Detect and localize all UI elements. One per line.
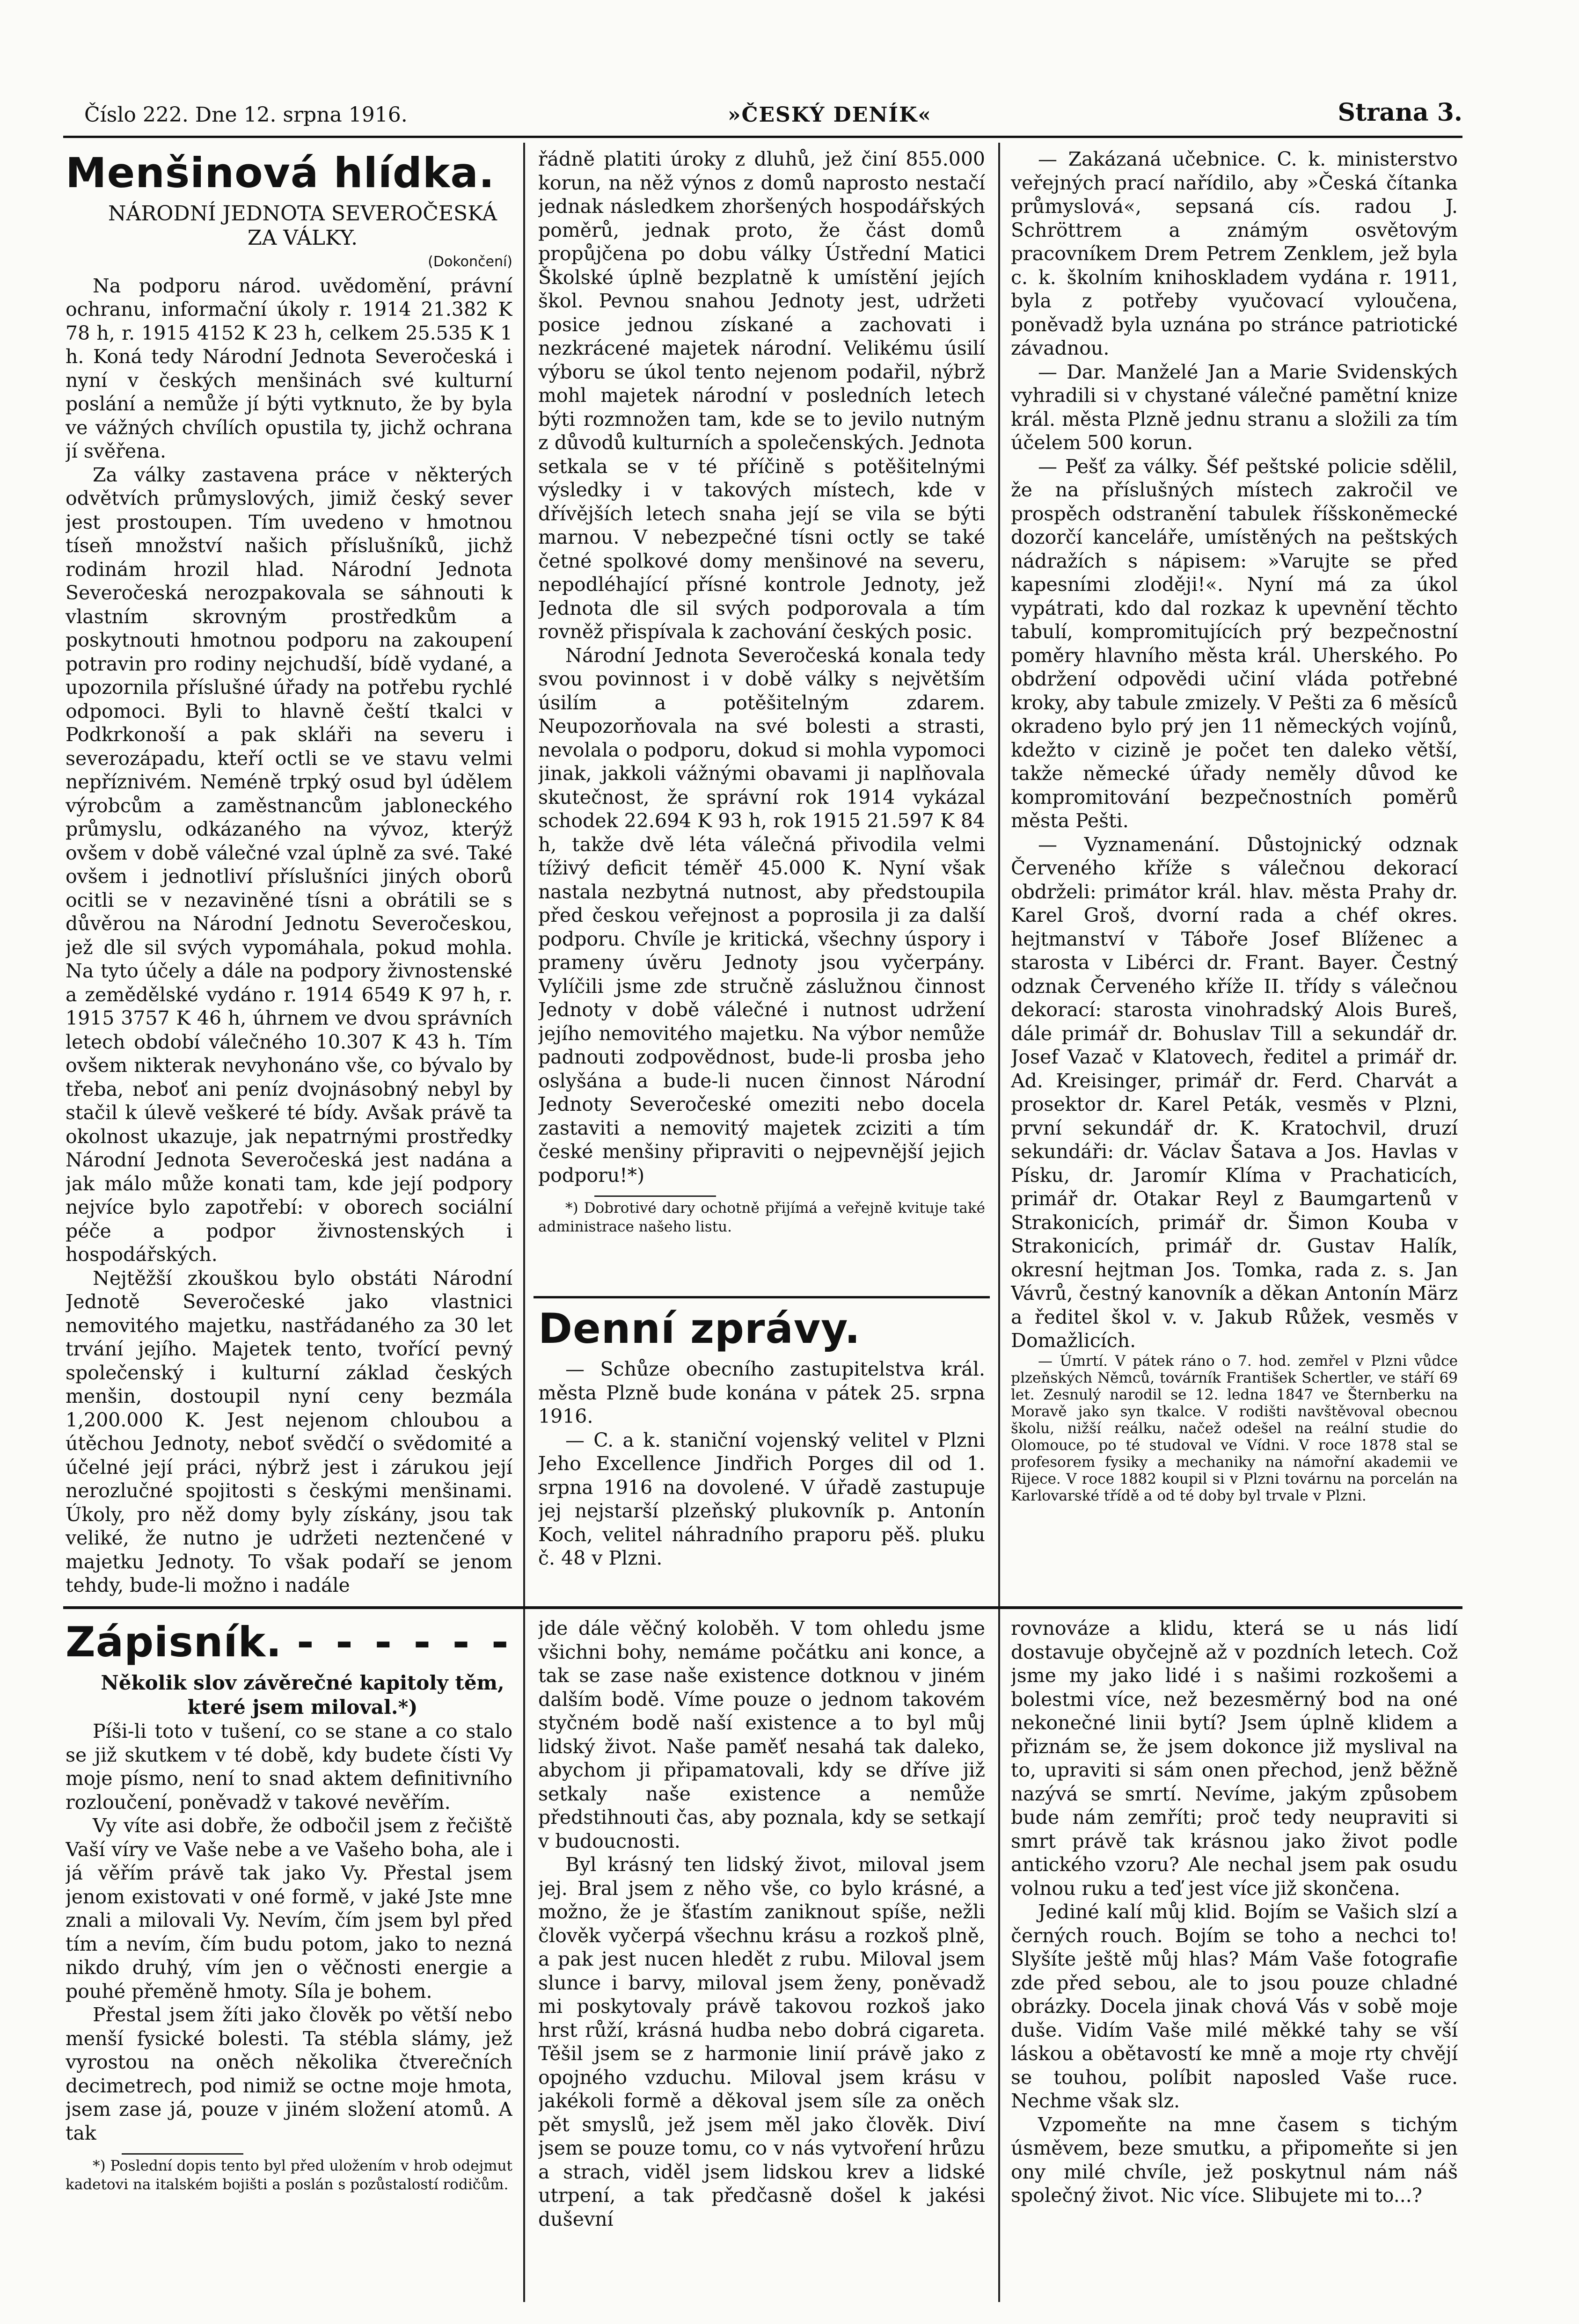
page-header	[63, 94, 1462, 136]
paragraph: Nejtěžší zkouškou bylo obstáti Národní Jednotě Severočeské jako vlastnici nemovitého majetku, nastřádaného za 30 let trvání jejího. Majetek tento, tvořící pevný společenský i kulturní základ českých menšin, dostoupil nyní ceny bezmála 1,200.000 K. Jest nejenom chloubou a útěchou Jednoty, neboť svědčí o svědomité a účelné její práci, nýbrž jest i zárukou její nerozlučné spojitosti s českými menšinami. Úkoly, pro něž domy byly získány, jsou tak veliké, že nutno je udržeti neztenčené v majetku Jednoty. To však podaří se jenom tehdy, bude-li možno i nadále	[66, 1267, 512, 1596]
newspaper-name: »ČESKÝ DENÍK«	[728, 103, 932, 127]
feuilleton-subtitle-line2: které jsem miloval.*)	[187, 1696, 418, 1719]
feuilleton-subtitle-line1: Několik slov závěrečné kapitoly těm,	[101, 1671, 504, 1694]
news-item: — C. a k. staniční vojenský velitel v Plzni Jeho Excellence Jindřich Porges dil od 1. srpna 1916 na dovolené. V úřadě zastupuje jej nejstarší plzeňský plukovník p. Antonín Koch, velitel náhradního praporu pěš. pluku č. 48 v Plzni.	[538, 1428, 985, 1569]
feuilleton-zapisnik-col1	[66, 1617, 512, 2304]
header-rule	[63, 136, 1462, 138]
feuilleton-title: Zápisník. - - - - - -	[66, 1618, 512, 1666]
feuilleton-zapisnik-col2	[538, 1617, 985, 2304]
news-item: — Zakázaná učebnice. C. k. ministerstvo veřejných prací nařídilo, aby »Česká čítanka průmyslová«, sepsaná cís. radou J. Schröttrem a známým osvětovým pracovníkem Drem Petrem Zenklem, jež byla c. k. školním knihoskladem vydána r. 1911, byla z potřeby vyučovací vyloučena, poněvadž byla uznána po stránce patriotické závadnou.	[1011, 148, 1458, 359]
article-mensinova-hlidka	[66, 147, 512, 1603]
feuilleton-zapisnik-col3	[1011, 1617, 1458, 2304]
article-title: Menšinová hlídka.	[66, 149, 495, 197]
paragraph: Vzpomeňte na mne časem s tichým úsměvem, beze smutku, a připomeňte si jen ony milé chvíle, jež poskytnul nám náš společný život. Nic více. Slibujete mi to...?	[1011, 2113, 1458, 2207]
continued-note: (Dokončení)	[428, 254, 512, 270]
footnote-rule	[594, 1195, 716, 1197]
column-divider-1	[523, 143, 525, 2302]
paragraph: Na podporu národ. uvědomění, právní ochranu, informační úkoly r. 1914 21.382 K 78 h, r. 1915 4152 K 23 h, celkem 25.535 K 1 h. Koná tedy Národní Jednota Severočeská i nyní v českých menšinách své kulturní poslání a nemůže jí býti vytknuto, že by byla ve vážných chvílích opustila ty, jichž ochrana jí svěřena.	[66, 274, 512, 462]
paragraph: řádně platiti úroky z dluhů, jež činí 855.000 korun, na něž výnos z domů naprosto nestačí jednak následkem zhoršených hospodářských poměrů, jednak proto, že část domů propůjčena po dobu války Ústřední Matici Školské úplně bezplatně k umístění jejích škol. Pevnou snahou Jednoty jest, udržeti posice jednou získané a zachovati i nezkrácené majetek národní. Velikému úsilí výboru se úkol tento nejenom podařil, nýbrž mohl majetek národní v posledních letech býti rozmnožen tam, kde se to jevilo nutným z důvodů kulturních a společenských. Jednota setkala se v té příčině s potěšitelnými výsledky i v takových místech, kde v dřívějších letech snaha její se vila se býti marnou. V nebezpečné tísni octly se také četné spolkové domy menšinové na severu, nepodléhající přísné kontrole Jednoty, jež Jednota dle sil svých podporovala a tím rovněž přispívala k zachování českých posic.	[538, 148, 985, 643]
paragraph: Za války zastavena práce v některých odvětvích průmyslových, jimiž český sever jest prostoupen. Tím uvedeno v hmotnou tíseň množství našich příslušníků, jichž rodinám hrozil hlad. Národní Jednota Severočeská nerozpakovala se sáhnouti k vlastním skrovným prostředkům a poskytnouti hmotnou podporu na zakoupení potravin pro rodiny nejchudší, bídě vydané, a upozornila příslušné úřady na potřebu rychlé odpomoci. Byli to hlavně čeští tkalci v Podkrkonoší a pak skláři na severu i severozápadu, kteří octli se ve stavu velmi nepříznivém. Neméně trpký osud byl údělem výrobcům a zaměstnancům jabloneckého průmyslu, odkázaného na vývoz, kterýž ovšem v době válečné vzal úplně za své. Také ovšem i jednotliví příslušníci jiných oborů ocitli se v nezaviněné tísni a obrátili se s důvěrou na Národní Jednotu Severočeskou, jež dle sil svých vypomáhala, pokud mohla. Na tyto účely a dále na podpory živnostenské a zemědělské vydáno r. 1914 6549 K 97 h, r. 1915 3757 K 46 h, úhrnem ve dvou správních letech období válečného 10.307 K 43 h. Tím ovšem nikterak nevyhonáno vše, co bývalo by třeba, neboť ani peníz dvojnásobný nebyl by stačil k úlevě veškeré té bídy. Avšak právě ta okolnost ukazuje, jak nepatrnými prostředky Národní Jednota Severočeská jest nadána a jak málo může konati tam, kde její podpory nejvíce bylo zapotřebí: v oborech sociální péče a podpor živnostenských i hospodářských.	[66, 463, 512, 1266]
paragraph: Vy víte asi dobře, že odbočil jsem z řečiště Vaší víry ve Vaše nebe a ve Vašeho boha, ale i já věřím právě tak jako Vy. Přestal jsem jenom existovati v oné formě, v jaké Jste mne znali a milovali Vy. Nevím, čím jsem byl před tím a nevím, čím budu potom, jako to nezná nikdo druhý, vím jen o věčnosti energie a pouhé přeměně hmoty. Síla je bohem.	[66, 1814, 512, 2003]
paragraph: Jediné kalí můj klid. Bojím se Vašich slzí a černých rouch. Bojím se toho a nechci to! Slyšíte ještě můj hlas? Mám Vaše fotografie zde před sebou, ale to jsou pouze chladné obrázky. Docela jinak chová Vás v sobě moje duše. Vidím Vaše milé měkké tahy se vší láskou a obětavostí ke mně a moje rty chvějí se touhou, políbit naposled Vaše ruce. Nechme však slz.	[1011, 1901, 1458, 2112]
footnote: *) Dobrotivé dary ochotně přijímá a veřejně kvituje také administrace našeho listu.	[538, 1200, 985, 1235]
paragraph: jde dále věčný koloběh. V tom ohledu jsme všichni bohy, nemáme počátku ani konce, a tak se zase naše existence dotknou v jiném dalším bodě. Víme pouze o jednom takovém styčném bodě naší existence a to byl můj lidský život. Naše paměť nesahá tak daleko, abychom ji připamatovali, kdy se dříve již setkaly naše existence a nemůže předstihnouti čas, aby poznala, kdy se setkají v budoucnosti.	[538, 1617, 985, 1852]
news-item: — Úmrtí. V pátek ráno o 7. hod. zemřel v Plzni vůdce plzeňských Němců, továrník František Schertler, ve stáří 69 let. Zesnulý narodil se 12. ledna 1847 ve Šternberku na Moravě jako syn tkalce. V rodišti navštěvoval obecnou školu, nižší reálku, načež odešel na reální studie do Olomouce, po té studoval ve Vídni. V roce 1878 stal se profesorem fysiky a mechaniky na námořní akademii ve Rijece. V roce 1882 koupil si v Plzni továrnu na porcelán na Karlovarské třídě a od té doby byl trvale v Plzni.	[1011, 1352, 1458, 1504]
paragraph: Píši-li toto v tušení, co se stane a co stalo se již skutkem v té době, kdy budete čísti Vy moje písmo, není to snad aktem definitivního rozloučení, poněvadž v takové nevěřím.	[66, 1720, 512, 1814]
article-subtitle-line1: NÁRODNÍ JEDNOTA SEVEROČESKÁ	[108, 202, 497, 226]
article-continuation	[538, 147, 985, 1238]
footnote-rule	[122, 2153, 243, 2155]
section-rule	[534, 1296, 990, 1298]
footnote: *) Poslední dopis tento byl před uložením v hrob odejmut kadetovi na italském bojišti a poslán s pozůstalostí rodičům.	[66, 2157, 512, 2193]
paragraph: Národní Jednota Severočeská konala tedy svou povinnost i v době války s největším úsilím a potěšitelným zdarem. Neupozorňovala na své bolesti a strasti, nevolala o podporu, dokud si mohla vypomoci jinak, jakkoli vážnými obavami ji naplňovala skutečnost, že správní rok 1914 vykázal schodek 22.694 K 93 h, rok 1915 21.597 K 84 h, takže dvě léta válečná přivodila velmi tíživý deficit téměř 45.000 K. Nyní však nastala nezbytná nutnost, aby předstoupila před českou veřejnost a poprosila ji za další podporu. Chvíle je kritická, všechny úspory i prameny úvěru Jednoty jsou vyčerpány. Vylíčili jsme zde stručně záslužnou činnost Jednoty v době válečné i nutnost udržení jejího nemovitého majetku. Na výbor nemůže padnouti zodpovědnost, bude-li prosba jeho oslyšána a bude-li nucen činnost Národní Jednoty Severočeské omeziti nebo docela zastaviti a nemovitý majetek zciziti a tím české menšiny připraviti o nejpevnější jejich podporu!*)	[538, 644, 985, 1187]
news-item: — Pešť za války. Šéf peštské policie sdělil, že na příslušných místech zakročil ve prospěch odstranění tabulek říšskoněmecké dozorčí kanceláře, umístěných na peštských nádražích s nápisem: »Varujte se před kapesními zloději!«. Nyní má za úkol vypátrati, kdo dal rozkaz k upevnění těchto tabulí, kompromitujících prý bezpečnostní poměry hlavního města král. Uherského. Po obdržení odpovědi učiní vláda potřebné kroky, aby tabule zmizely. V Pešti za 6 měsíců okradeno bylo prý jen 11 německých vojínů, kdežto v cizině je počet ten daleko větší, takže německé úřady neměly důvod ke kompromitování bezpečnostních poměrů města Pešti.	[1011, 455, 1458, 832]
section-title: Denní zprávy.	[538, 1304, 861, 1353]
issue-date: Číslo 222. Dne 12. srpna 1916.	[84, 103, 408, 127]
feuilleton-rule	[63, 1606, 1462, 1609]
paragraph: Přestal jsem žíti jako člověk po větší nebo menší fysické bolesti. Ta stébla slámy, jež vyrostou na oněch několika čtverečních decimetrech, pod nimiž se octne moje hmota, jsem zase já, pouze v jiném složení atomů. A tak	[66, 2003, 512, 2144]
news-column	[1011, 147, 1458, 1603]
title-dashes: - - - - - -	[297, 1618, 512, 1666]
paragraph: Byl krásný ten lidský život, miloval jsem jej. Bral jsem z něho vše, co bylo krásné, a možno, že je šťastím zaniknout spíše, nežli člověk vyčerpá všechnu krásu a rozkoš plně, a pak jest nucen hledět z rubu. Miloval jsem slunce i barvy, miloval jsem ženy, poněvadž mi poskytovaly právě takovou rozkoš jako hrst růží, krásná hudba nebo dobrá cigareta. Těšil jsem se z harmonie linií právě jako z opojného vzduchu. Miloval jsem krásu v jakékoli formě a děkoval jsem síle za oněch pět smyslů, jež jsem měl jako člověk. Diví jsem se pouze tomu, co v nás vytvoření hrůzu a strach, viděl jsem lidskou krev a lidské utrpení, a tak předčasně došel k jakési duševní	[538, 1853, 985, 2230]
news-item: — Vyznamenání. Důstojnický odznak Červeného kříže s válečnou dekorací obdrželi: primátor král. hlav. města Prahy dr. Karel Groš, dvorní rada a chéf okres. hejtmanství v Táboře Josef Blíženec a starosta v Libérci dr. Frant. Bayer. Čestný odznak Červeného kříže II. třídy s válečnou dekorací: starosta vinohradský Alois Bureš, dále primář dr. Bohuslav Till a sekundář dr. Josef Vazač v Klatovech, ředitel a primář dr. Ad. Kreisinger, primář dr. Ferd. Charvát a prosektor dr. Karel Peták, vesměs v Plzni, první sekundář dr. K. Kratochvil, druzí sekundáři: dr. Václav Šatava a Jos. Havlas v Písku, dr. Jaromír Klíma v Prachaticích, primář dr. Otakar Reyl z Baumgartenů v Strakonicích, primář dr. Šimon Kouba v Strakonicích, primář dr. Gustav Halík, okresní hejtman Jos. Tomka, rada z. s. Jan Vávrů, čestný kanovník a děkan Antonín März a ředitel škol v. v. Jakub Růžek, vesměs v Domažlicích.	[1011, 833, 1458, 1352]
column-divider-2	[998, 143, 1000, 2302]
page-number: Strana 3.	[1338, 98, 1462, 127]
news-item: — Schůze obecního zastupitelstva král. města Plzně bude konána v pátek 25. srpna 1916.	[538, 1358, 985, 1428]
article-subtitle-line2: ZA VÁLKY.	[247, 226, 358, 250]
section-denni-zpravy	[538, 1303, 985, 1603]
paragraph: rovnováze a klidu, která se u nás lidí dostavuje obyčejně až v pozdních letech. Což jsme my jako lidé i s našimi rozkošemi a bolestmi více, než bezesměrný bod na oné nekonečné linii bytí? Jsem úplně klidem a přiznám se, že jsem dokonce již myslival na to, upraviti si sám onen přechod, jenž běžně nazývá se smrtí. Nevíme, jakým způsobem bude nám zemříti; proč tedy neupraviti si smrt právě tak krásnou jako život podle antického vzoru? Ale nechal jsem pak osudu volnou ruku a teď jest více již skončena.	[1011, 1617, 1458, 1900]
news-item: — Dar. Manželé Jan a Marie Svidenských vyhradili si v chystané válečné pamětní knize král. města Plzně jednu stranu a složili za tím účelem 500 korun.	[1011, 360, 1458, 454]
